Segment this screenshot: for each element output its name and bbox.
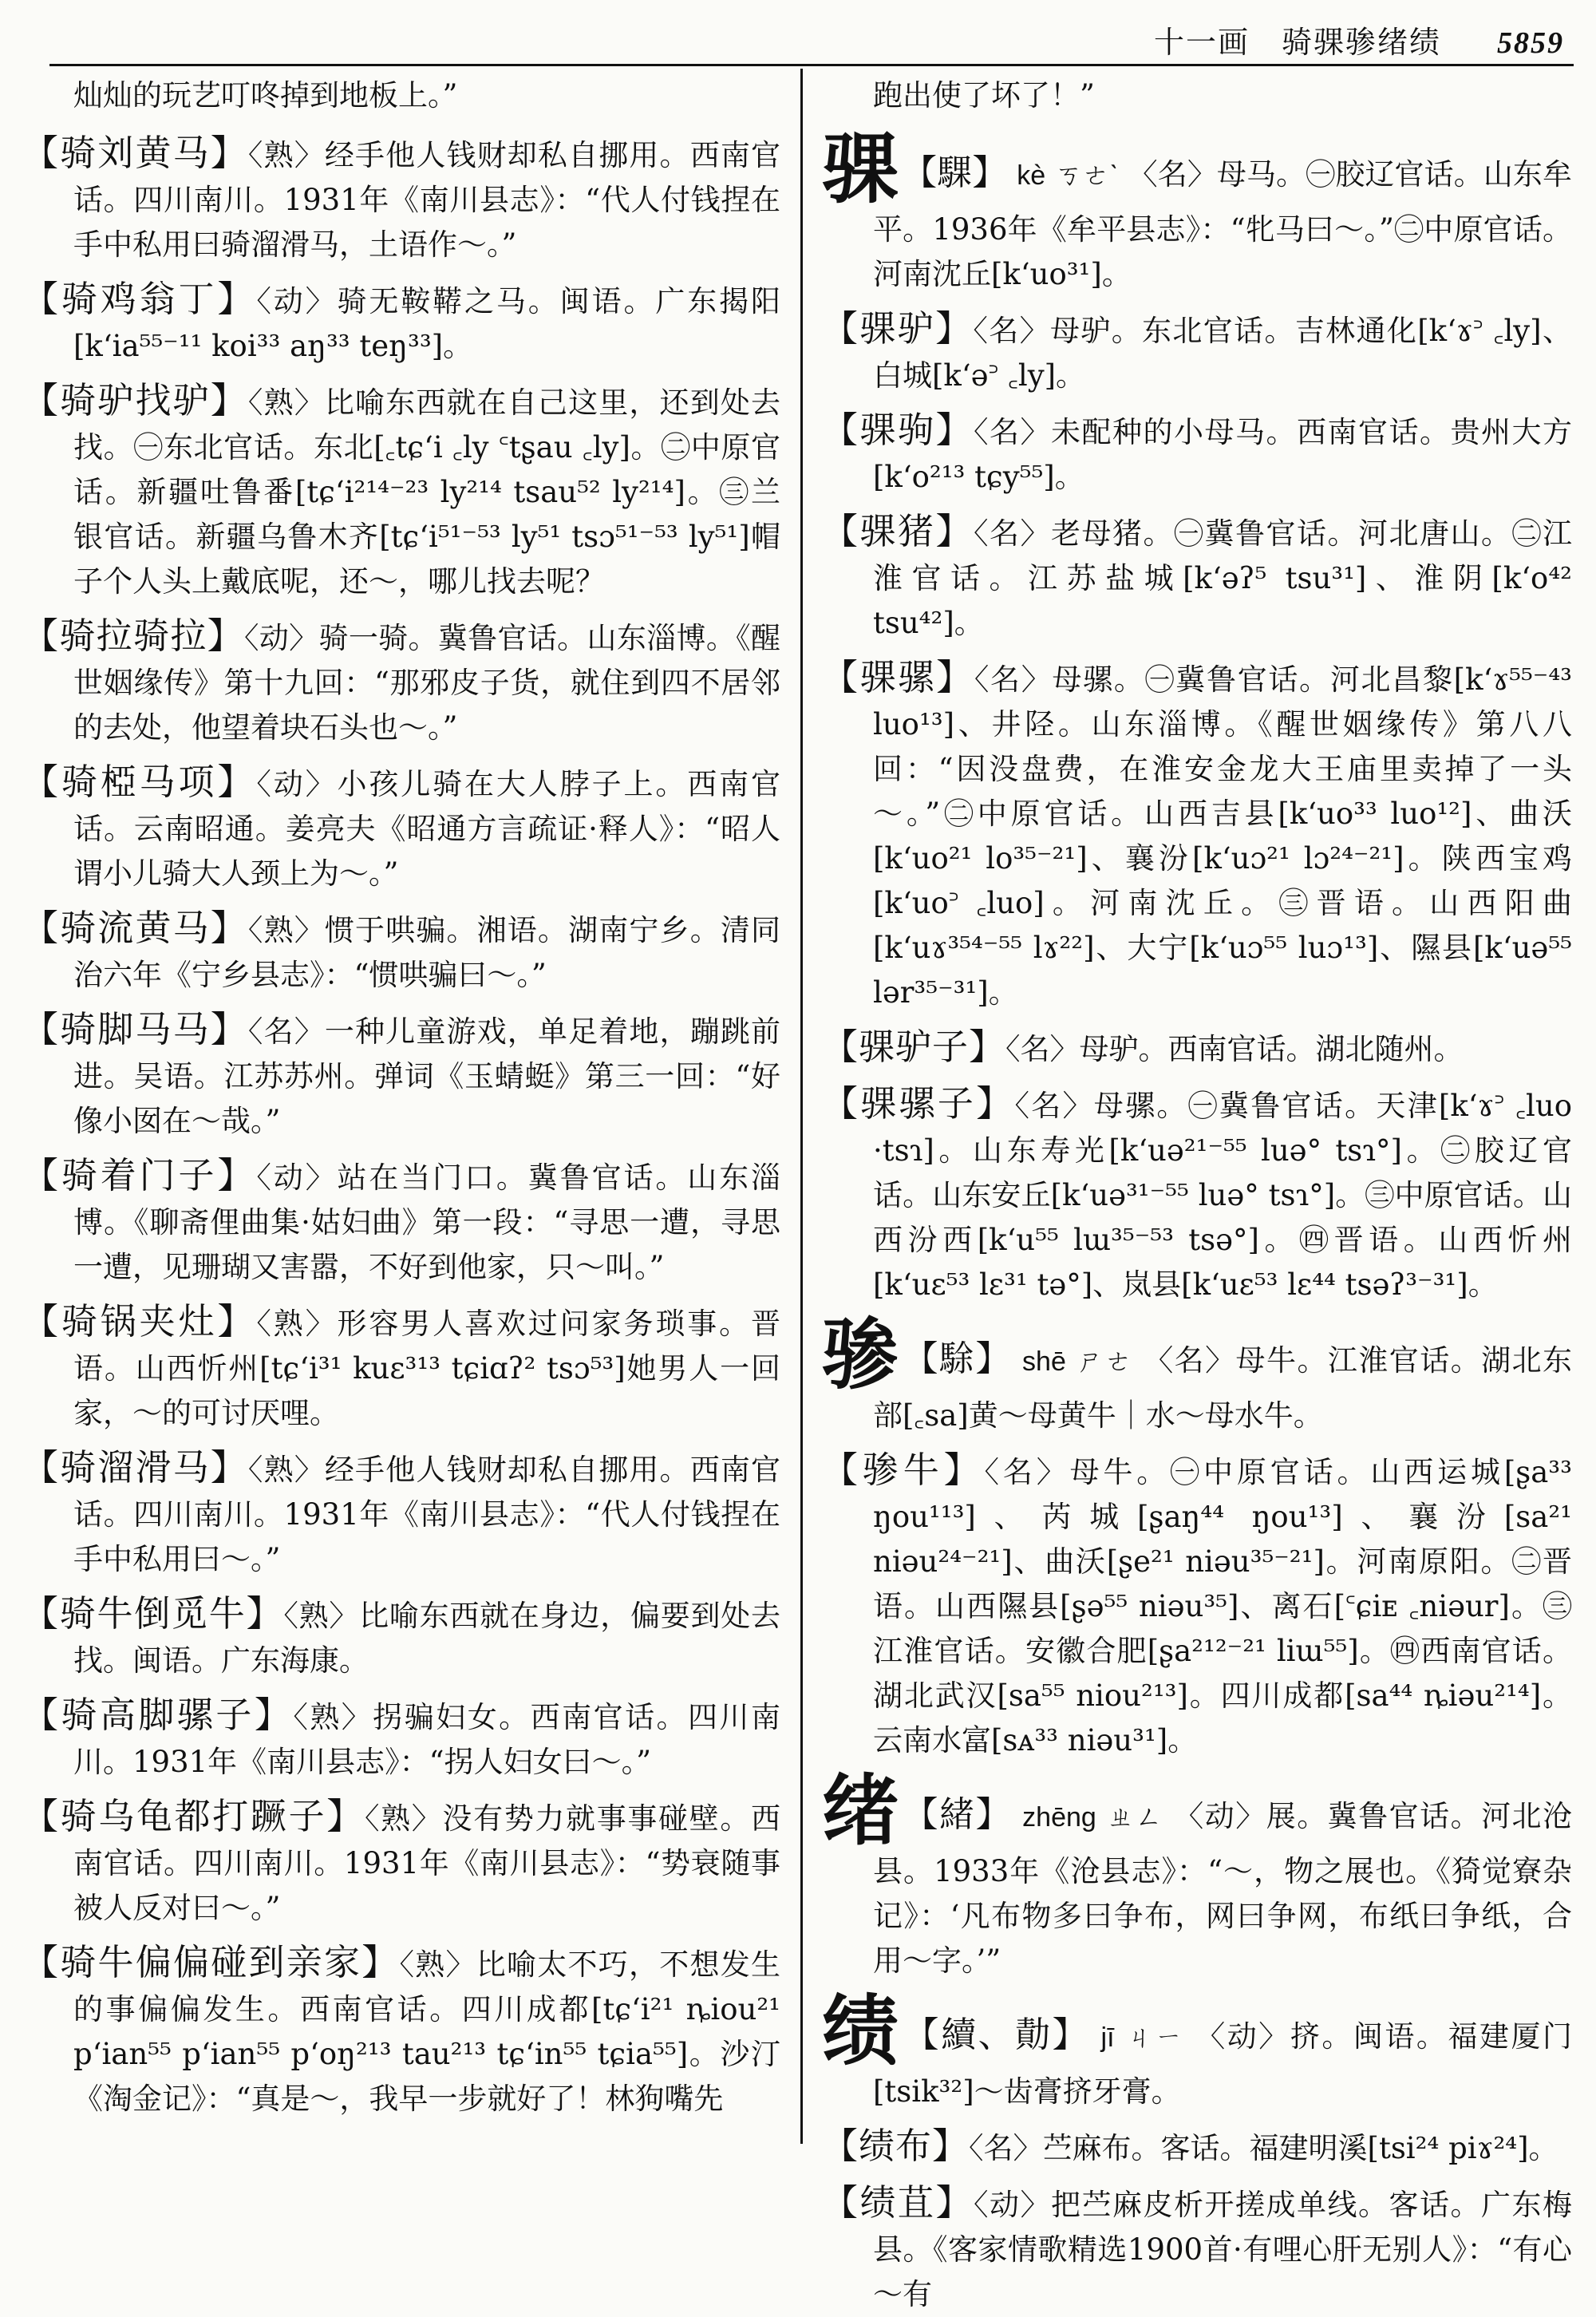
entry-definition: 〈熟〉比喻东西就在自己这里，还到处去找。㊀东北官话。东北[꜀tɕʻi ꜀ly ꜂tʂau ꜀ly]。㊁中原官话。新疆吐鲁番[tɕʻi²¹⁴⁻²³ ly²¹⁴ tsau⁵² ly²¹⁴]。㊂兰银官话。新疆乌鲁木齐[tɕʻi⁵¹⁻⁵³ ly⁵¹ tsɔ⁵¹⁻⁵³ ly⁵¹]帽子个人头上戴底呢，还～，哪儿找去呢？ xyxy=(73,386,780,599)
entry-definition: 〈名〉母牛。江淮官话。湖北东部[꜀sa]黄～母黄牛｜水～母水牛。 xyxy=(873,1343,1573,1433)
dictionary-entry xyxy=(822,1448,1572,1763)
dictionary-entry xyxy=(822,2124,1572,2171)
traditional-form: 【緒】 xyxy=(903,1794,1012,1835)
dictionary-entry xyxy=(822,509,1572,646)
entry-definition: 〈动〉挤。闽语。福建厦门[tsik³²]～齿膏挤牙膏。 xyxy=(873,2019,1573,2109)
traditional-form: 【騍】 xyxy=(902,152,1008,193)
entry-headword: 【骒骡】 xyxy=(822,656,974,698)
left-entries xyxy=(22,131,780,2121)
entry-headword: 【骑拉骑拉】 xyxy=(22,615,244,657)
dictionary-entry xyxy=(22,1693,780,1785)
pinyin: jī xyxy=(1100,2022,1115,2053)
entry-headword: 【骑刘黄马】 xyxy=(22,132,248,174)
entry-headword: 【骑流黄马】 xyxy=(22,907,248,949)
header-headwords: 骑骒骖绪绩 xyxy=(1281,25,1441,60)
head-character: 绪 xyxy=(822,1766,900,1856)
entry-headword: 【绩布】 xyxy=(822,2125,970,2167)
entry-definition: 〈名〉苎麻布。客话。福建明溪[tsi²⁴ piɤ²⁴]。 xyxy=(969,2131,1558,2165)
continuation-text: 灿灿的玩艺叮咚掉到地板上。” xyxy=(73,78,458,113)
entry-definition: 〈熟〉惯于哄骗。湘语。湖南宁乡。清同治六年《宁乡县志》：“惯哄骗曰～。” xyxy=(73,913,780,992)
entry-definition: 〈动〉小孩儿骑在大人脖子上。西南官话。云南昭通。姜亮夫《昭通方言疏证·释人》：“昭人谓小儿骑大人颈上为～。” xyxy=(73,767,780,891)
dictionary-entry xyxy=(22,378,780,604)
entry-headword: 【骑乌龟都打蹶子】 xyxy=(22,1795,365,1837)
head-character: 骖 xyxy=(822,1311,900,1400)
dictionary-entry xyxy=(22,277,780,369)
dictionary-entry xyxy=(22,1940,780,2121)
dictionary-entry xyxy=(822,655,1572,1015)
left-column xyxy=(22,73,780,2149)
entry-headword: 【骑高脚骡子】 xyxy=(22,1694,294,1736)
page-number: 5859 xyxy=(1497,26,1564,60)
entry-headword: 【骑溜滑马】 xyxy=(22,1446,248,1489)
head-character-entry xyxy=(822,1987,1573,2114)
entry-definition: 〈熟〉比喻东西就在身边，偏要到处去找。闽语。广东海康。 xyxy=(73,1599,780,1678)
dictionary-entry xyxy=(822,306,1572,398)
dictionary-entry xyxy=(22,1007,780,1144)
entry-headword: 【骑脚马马】 xyxy=(22,1008,248,1050)
entry-headword: 【骒驴】 xyxy=(822,307,974,350)
column-divider xyxy=(800,69,803,2144)
page-header xyxy=(48,18,1564,69)
entry-definition: 〈熟〉没有势力就事事碰壁。西南官话。四川南川。1931年《南川县志》：“势衰随事被人反对曰～。” xyxy=(73,1801,780,1925)
header-rule xyxy=(49,64,1574,66)
dictionary-entry xyxy=(822,1081,1572,1307)
entry-headword: 【骑驴找驴】 xyxy=(22,379,248,421)
right-column xyxy=(822,73,1573,2311)
entry-headword: 【骒驹】 xyxy=(822,409,974,451)
pinyin: kè xyxy=(1017,160,1046,191)
dictionary-entry xyxy=(22,614,780,750)
entry-headword: 【骒猪】 xyxy=(822,510,974,552)
entry-headword: 【骑着门子】 xyxy=(22,1154,257,1196)
entry-definition: 〈动〉展。冀鲁官话。河北沧县。1933年《沧县志》：“～，物之展也。《猗觉寮杂记》：‘凡布物多曰争布，网曰争网，布纸曰争纸，合用～字。’” xyxy=(873,1799,1573,1978)
right-entries xyxy=(822,125,1573,2317)
entry-headword: 【骑鸡翁丁】 xyxy=(22,278,257,320)
entry-definition: 〈动〉把苎麻皮析开搓成单线。客话。广东梅县。《客家情歌精选1900首·有哩心肝无别人》：“有心～有 xyxy=(873,2188,1572,2311)
entry-definition: 〈动〉骑无鞍鞯之马。闽语。广东揭阳[kʻia⁵⁵⁻¹¹ koi³³ aŋ³³ teŋ³³]。 xyxy=(73,284,780,363)
zhuyin: ㄎㄜˋ xyxy=(1055,160,1119,191)
entry-headword: 【骑牛倒觅牛】 xyxy=(22,1592,284,1635)
entry-headword: 【骑锅夹灶】 xyxy=(22,1300,257,1342)
section-label: 十一画 xyxy=(1153,25,1250,60)
head-character-entry xyxy=(822,1766,1573,1983)
head-character: 绩 xyxy=(822,1987,901,2076)
entry-definition: 〈名〉母马。㊀胶辽官话。山东牟平。1936年《牟平县志》：“牝马曰～。”㊁中原官话。河南沈丘[kʻuo³¹]。 xyxy=(873,157,1573,291)
entry-definition: 〈名〉母骡。㊀冀鲁官话。河北昌黎[kʻɤ⁵⁵⁻⁴³ luo¹³]、井陉。山东淄博。《醒世姻缘传》第八八回：“因没盘费，在淮安金龙大王庙里卖掉了一头～。”㊁中原官话。山西吉县[kʻuo³³ luo¹²]、曲沃[kʻuo²¹ lo³⁵⁻²¹]、襄汾[kʻuɔ²¹ lɔ²⁴⁻²¹]。陕西宝鸡[kʻuo꜄ ꜀luo]。河南沈丘。㊂晋语。山西阳曲[kʻuɤ³⁵⁴⁻⁵⁵ lɤ²²]、大宁[kʻuɔ⁵⁵ luɔ¹³]、隰县[kʻuə⁵⁵ lər³⁵⁻³¹]。 xyxy=(873,662,1572,1010)
entry-definition: 〈名〉未配种的小母马。西南官话。贵州大方[kʻo²¹³ tɕy⁵⁵]。 xyxy=(873,415,1572,494)
traditional-form: 【續、勣】 xyxy=(903,2015,1090,2055)
entry-definition: 〈熟〉比喻太不巧，不想发生的事偏偏发生。西南官话。四川成都[tɕʻi²¹ ȵiou²¹ pʻian⁵⁵ pʻian⁵⁵ pʻoŋ²¹³ tau²¹³ tɕʻin⁵⁵ tɕia⁵⁵]。沙汀《淘金记》：“真是～，我早一步就好了！林狗嘴先 xyxy=(73,1947,780,2116)
dictionary-entry xyxy=(22,1591,780,1683)
traditional-form: 【駼】 xyxy=(903,1338,1012,1379)
dictionary-entry xyxy=(822,2181,1572,2317)
entry-definition: 〈熟〉经手他人钱财却私自挪用。西南官话。四川南川。1931年《南川县志》：“代人付钱捏在手中私用曰～。” xyxy=(73,1453,780,1576)
head-character-entry xyxy=(822,1311,1573,1438)
dictionary-entry xyxy=(22,1794,780,1931)
entry-definition: 〈动〉站在当门口。冀鲁官话。山东淄博。《聊斋俚曲集·姑妇曲》第一段：“寻思一遭，寻思一遭，见珊瑚又害嚣，不好到他家，只～叫。” xyxy=(73,1160,780,1284)
entry-definition: 〈动〉骑一骑。冀鲁官话。山东淄博。《醒世姻缘传》第十九回：“那邪皮子货，就住到四不居邻的去处，他望着块石头也～。” xyxy=(73,621,780,745)
dictionary-entry xyxy=(22,760,780,896)
entry-definition: 〈名〉母驴。东北官话。吉林通化[kʻɤ꜄ ꜀ly]、白城[kʻə꜄ ꜀ly]。 xyxy=(873,314,1572,393)
entry-headword: 【骒骡子】 xyxy=(822,1082,1015,1125)
head-character: 骒 xyxy=(822,125,899,214)
dictionary-entry xyxy=(22,1299,780,1436)
entry-definition: 〈名〉母驴。西南官话。湖北随州。 xyxy=(1005,1032,1464,1066)
continuation-text: 跑出使了坏了！” xyxy=(873,78,1095,113)
entry-definition: 〈熟〉拐骗妇女。西南官话。四川南川。1931年《南川县志》：“拐人妇女曰～。” xyxy=(73,1700,780,1779)
dictionary-entry xyxy=(822,1025,1572,1072)
entry-definition: 〈熟〉经手他人钱财却私自挪用。西南官话。四川南川。1931年《南川县志》：“代人付钱捏在手中私用曰骑溜滑马，土语作～。” xyxy=(73,138,780,262)
entry-headword: 【骒驴子】 xyxy=(822,1026,1006,1068)
pinyin: zhēng xyxy=(1022,1802,1096,1833)
entry-headword: 【骑牛偏偏碰到亲家】 xyxy=(22,1941,400,1983)
zhuyin: ㄐㄧ xyxy=(1125,2022,1184,2053)
entry-definition: 〈名〉一种儿童游戏，单足着地，蹦跳前进。吴语。江苏苏州。弹词《玉蜻蜓》第三一回：“好像小囡在～哉。” xyxy=(73,1014,780,1138)
dictionary-entry xyxy=(22,131,780,267)
entry-definition: 〈名〉母牛。㊀中原官话。山西运城[ʂa³³ ŋou¹¹³]、芮城[ʂaŋ⁴⁴ ŋou¹³]、襄汾[sa²¹ niəu²⁴⁻²¹]、曲沃[ʂe²¹ niəu³⁵⁻²¹]。河南原阳。㊁晋语。山西隰县[ʂə⁵⁵ niəu³⁵]、离石[꜂ɕiᴇ ꜀niəur]。㊂江淮官话。安徽合肥[ʂa²¹²⁻²¹ liɯ⁵⁵]。㊃西南官话。湖北武汉[sa⁵⁵ niou²¹³]。四川成都[sa⁴⁴ ȵiəu²¹⁴]。云南水富[sᴀ³³ niəu³¹]。 xyxy=(873,1455,1572,1758)
entry-definition: 〈名〉母骡。㊀冀鲁官话。天津[kʻɤ꜄ ꜀luo ·tsɿ]。山东寿光[kʻuə²¹⁻⁵⁵ luə° tsɿ°]。㊁胶辽官话。山东安丘[kʻuə³¹⁻⁵⁵ luə° tsɿ°]。㊂中原官话。山西汾西[kʻu⁵⁵ lɯ³⁵⁻⁵³ tsə°]。㊃晋语。山西忻州[kʻuɛ⁵³ lɛ³¹ tə°]、岚县[kʻuɛ⁵³ lɛ⁴⁴ tsəʔ³⁻³¹]。 xyxy=(873,1089,1572,1302)
zhuyin: ㄓㄥ xyxy=(1107,1802,1164,1833)
entry-headword: 【骑椏马项】 xyxy=(22,761,257,803)
head-character-entry xyxy=(822,125,1573,297)
entry-headword: 【骖牛】 xyxy=(822,1449,985,1491)
dictionary-entry xyxy=(22,1153,780,1290)
pinyin: shē xyxy=(1022,1346,1066,1377)
entry-definition: 〈名〉老母猪。㊀冀鲁官话。河北唐山。㊁江淮官话。江苏盐城[kʻəʔ⁵ tsu³¹]、淮阴[kʻo⁴² tsu⁴²]。 xyxy=(873,516,1572,640)
entry-headword: 【绩苴】 xyxy=(822,2181,974,2224)
dictionary-entry xyxy=(22,906,780,998)
dictionary-entry xyxy=(822,408,1572,500)
entry-definition: 〈熟〉形容男人喜欢过问家务琐事。晋语。山西忻州[tɕʻi³¹ kuɛ³¹³ tɕiɑʔ² tsɔ⁵³]她男人一回家，～的可讨厌哩。 xyxy=(73,1307,780,1430)
zhuyin: ㄕㄜ xyxy=(1077,1346,1133,1377)
dictionary-entry xyxy=(22,1445,780,1582)
